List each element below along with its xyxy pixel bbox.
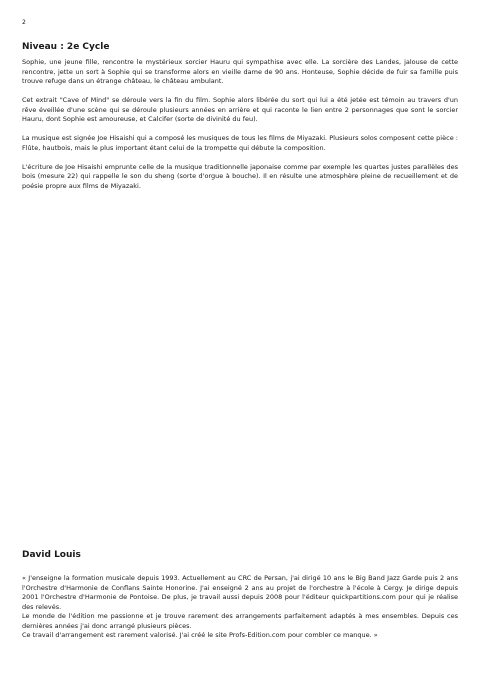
level-heading: Niveau : 2e Cycle — [22, 42, 110, 52]
page-number: 2 — [22, 19, 26, 26]
author-bio — [22, 574, 458, 641]
excerpt-paragraph: Cet extrait "Cave of Mind" se déroule vers la fin du film. Sophie alors libérée du sort qui lui a été jetée est témoin au travers d'un rêve éveillée d'une scène qui se déroule plusieurs années en arrière et qui raconte le lien entre 2 personnages que sont le sorcier Hauru, dont Sophie est amoureuse, et Calcifer (sorte de divinité du feu). — [22, 96, 458, 123]
writing-paragraph: L'écriture de Joe Hisaishi emprunte celle de la musique traditionnelle japonaise comme par exemple les quartes justes parallèles des bois (mesure 22) qui rappelle le son du sheng (sorte d'orgue à bouche). Il en résulte une atmosphère pleine de recueillement et de poésie propre aux films de Miyazaki. — [22, 162, 458, 190]
bio-paragraph-site: Ce travail d'arrangement est rarement valorisé. J'ai créé le site Profs-Edition.com pour combler ce manque. » — [22, 631, 378, 639]
description-body — [22, 58, 458, 201]
bio-paragraph-career: « J'enseigne la formation musicale depuis 1993. Actuellement au CRC de Persan, j'ai dirigé 10 ans le Big Band Jazz Garde puis 2 ans l'Orchestre d'Harmonie de Conflans Sainte Honorine. J'ai enseigné 2 ans au projet de l'orchestre à l'école à Cergy. Je dirige depuis 2001 l'Orchestre d'Harmonie de Pontoise. De plus, je travail aussi depuis 2008 pour l'éditeur quickpartitions.com pour qui je réalise des relevés. — [22, 574, 458, 611]
synopsis-paragraph: Sophie, une jeune fille, rencontre le mystérieux sorcier Hauru qui sympathise avec elle. La sorcière des Landes, jalouse de cette rencontre, jette un sort à Sophie qui se transforme alors en vieille dame de 90 ans. Honteuse, Sophie décide de fuir sa famille puis trouve refuge dans un étrange château, le château ambulant. — [22, 58, 458, 85]
bio-paragraph-edition: Le monde de l'édition me passionne et je trouve rarement des arrangements parfaitement adaptés à mes ensembles. Depuis ces dernières années j'ai donc arrangé plusieurs pièces. — [22, 612, 458, 630]
music-paragraph: La musique est signée Joe Hisaishi qui a composé les musiques de tous les films de Miyazaki. Plusieurs solos composent cette pièce : Flûte, hautbois, mais le plus important étant celui de la trompette qui débute la composition. — [22, 134, 458, 152]
author-heading: David Louis — [22, 550, 81, 560]
